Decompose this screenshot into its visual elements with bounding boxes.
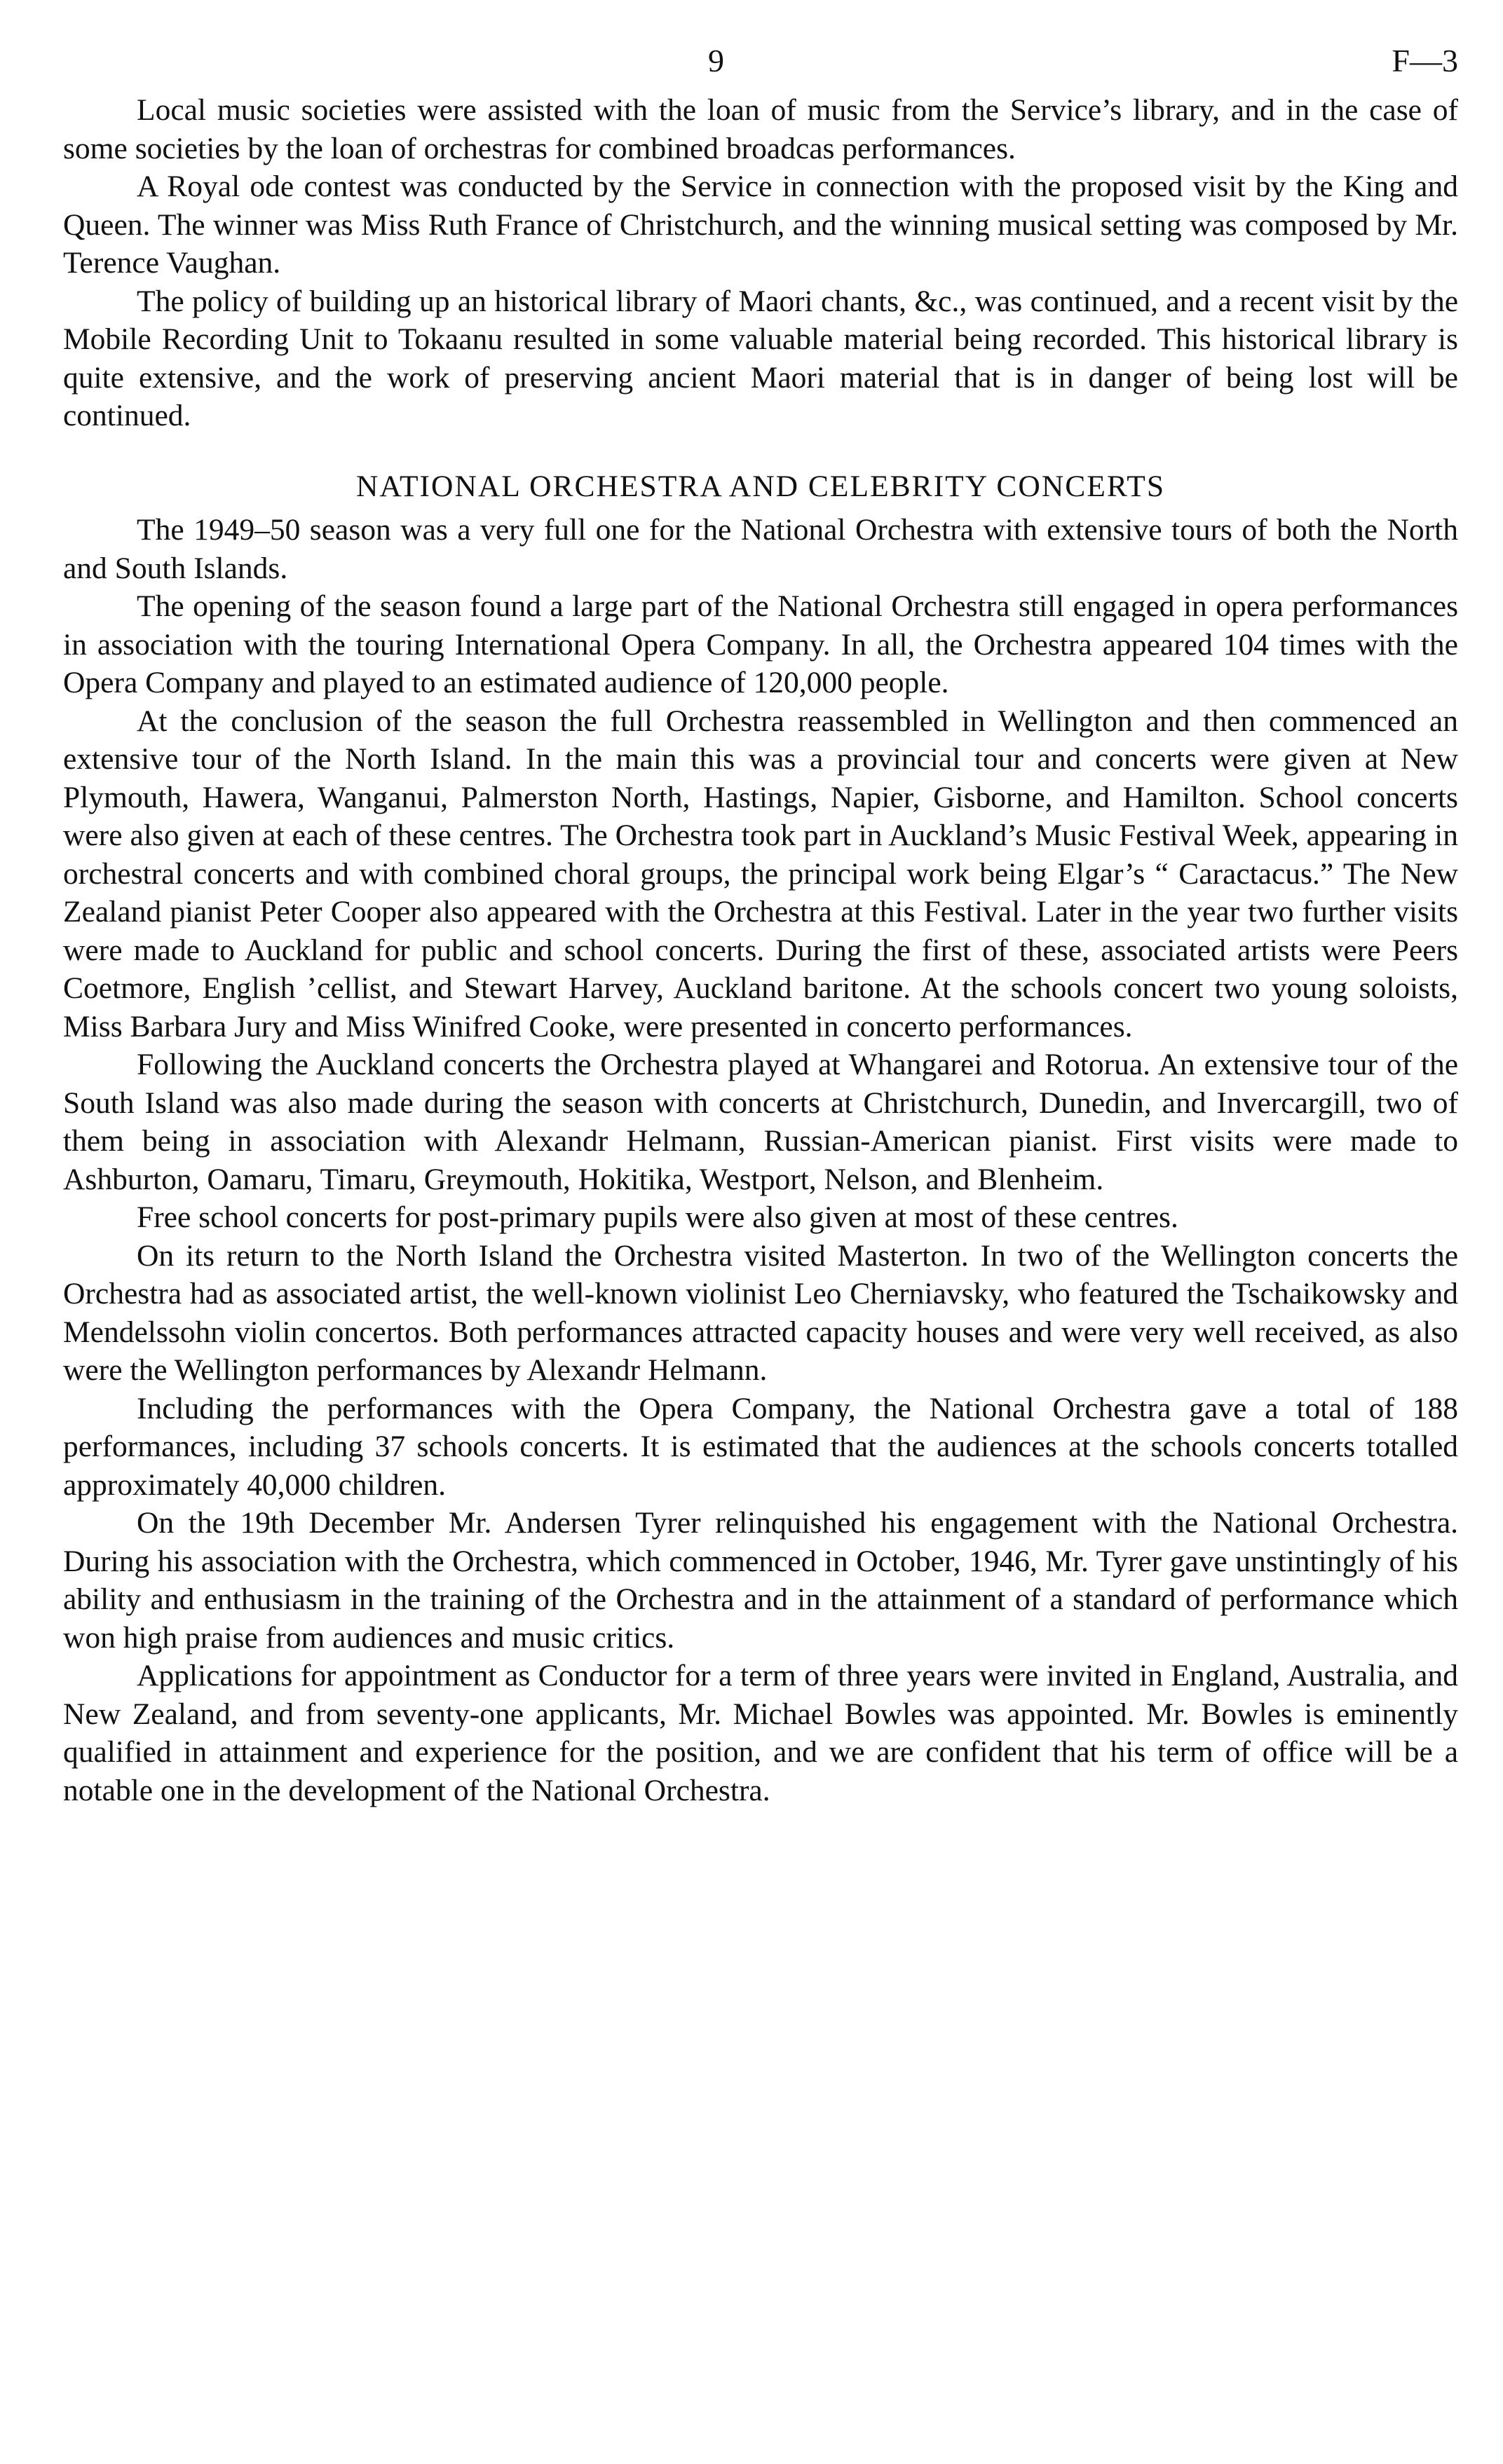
orchestra-section: [63, 511, 1458, 1809]
paragraph: Following the Auckland concerts the Orchestra played at Whangarei and Rotorua. An extensive tour of the South Island was also made during the season with concerts at Christchurch, Dunedin, and Invercargill, two of them being in association with Alexandr Helmann, Russian-American pianist. First visits were made to Ashburton, Oamaru, Timaru, Greymouth, Hokitika, Westport, Nelson, and Blenheim.: [63, 1048, 1458, 1196]
paragraph: On its return to the North Island the Orchestra visited Masterton. In two of the Wellington concerts the Orchestra had as associated artist, the well-known violinist Leo Cherniavsky, who featured the Tschaikowsky and Mendelssohn violin concertos. Both performances attracted capacity houses and were very well received, as also were the Wellington performances by Alexandr Helmann.: [63, 1238, 1458, 1387]
paragraph: Applications for appointment as Conductor for a term of three years were invited in England, Australia, and New Zealand, and from seventy-one applicants, Mr. Michael Bowles was appointed. Mr. Bowles is eminently qualified in attainment and experience for the position, and we are confident that his term of office will be a notable one in the development of the National Orchestra.: [63, 1659, 1458, 1807]
paragraph: A Royal ode contest was conducted by the Service in connection with the proposed visit by the King and Queen. The winner was Miss Ruth France of Christchurch, and the winning musical setting was composed by Mr. Terence Vaughan.: [63, 170, 1458, 280]
running-header: [63, 42, 1458, 91]
document-page: [63, 42, 1458, 1809]
section-heading: NATIONAL ORCHESTRA AND CELEBRITY CONCERTS: [355, 469, 1166, 503]
page-number: 9: [708, 43, 724, 78]
intro-section: [63, 91, 1458, 435]
paragraph: On the 19th December Mr. Andersen Tyrer relinquished his engagement with the National Orchestra. During his association with the Orchestra, which commenced in October, 1946, Mr. Tyrer gave unstintingly of his ability and enthusiasm in the training of the Orchestra and in the attainment of a standard of performance which won high praise from audiences and music critics.: [63, 1506, 1458, 1655]
paragraph: At the conclusion of the season the full Orchestra reassembled in Wellington and then commenced an extensive tour of the North Island. In the main this was a provincial tour and concerts were given at New Plymouth, Hawera, Wanganui, Palmerston North, Hastings, Napier, Gisborne, and Hamilton. School concerts were also given at each of these centres. The Orchestra took part in Auckland’s Music Festival Week, appearing in orchestral concerts and with combined choral groups, the principal work being Elgar’s “ Caractacus.” The New Zealand pianist Peter Cooper also appeared with the Orchestra at this Festival. Later in the year two further visits were made to Auckland for public and school concerts. During the first of these, associated artists were Peers Coetmore, English ’cellist, and Stewart Harvey, Auckland baritone. At the schools concert two young soloists, Miss Barbara Jury and Miss Winifred Cooke, were presented in concerto performances.: [63, 704, 1458, 1043]
paragraph: Local music societies were assisted with the loan of music from the Service’s library, and in the case of some societies by the loan of orchestras for combined broadcas performances.: [63, 93, 1458, 165]
paragraph: The 1949–50 season was a very full one for the National Orchestra with extensive tours of both the North and South Islands.: [63, 513, 1458, 585]
page-reference: F—3: [1392, 43, 1458, 78]
paragraph: Free school concerts for post-primary pupils were also given at most of these centres.: [137, 1200, 1178, 1234]
paragraph: Including the performances with the Opera Company, the National Orchestra gave a total of 188 performances, including 37 schools concerts. It is estimated that the audiences at the schools concerts totalled approximately 40,000 children.: [63, 1391, 1458, 1502]
paragraph: The opening of the season found a large part of the National Orchestra still engaged in opera performances in association with the touring International Opera Company. In all, the Orchestra appeared 104 times with the Opera Company and played to an estimated audience of 120,000 people.: [63, 589, 1458, 699]
paragraph: The policy of building up an historical library of Maori chants, &c., was continued, and a recent visit by the Mobile Recording Unit to Tokaanu resulted in some valuable material being recorded. This historical library is quite extensive, and the work of preserving ancient Maori material that is in danger of being lost will be continued.: [63, 284, 1458, 432]
